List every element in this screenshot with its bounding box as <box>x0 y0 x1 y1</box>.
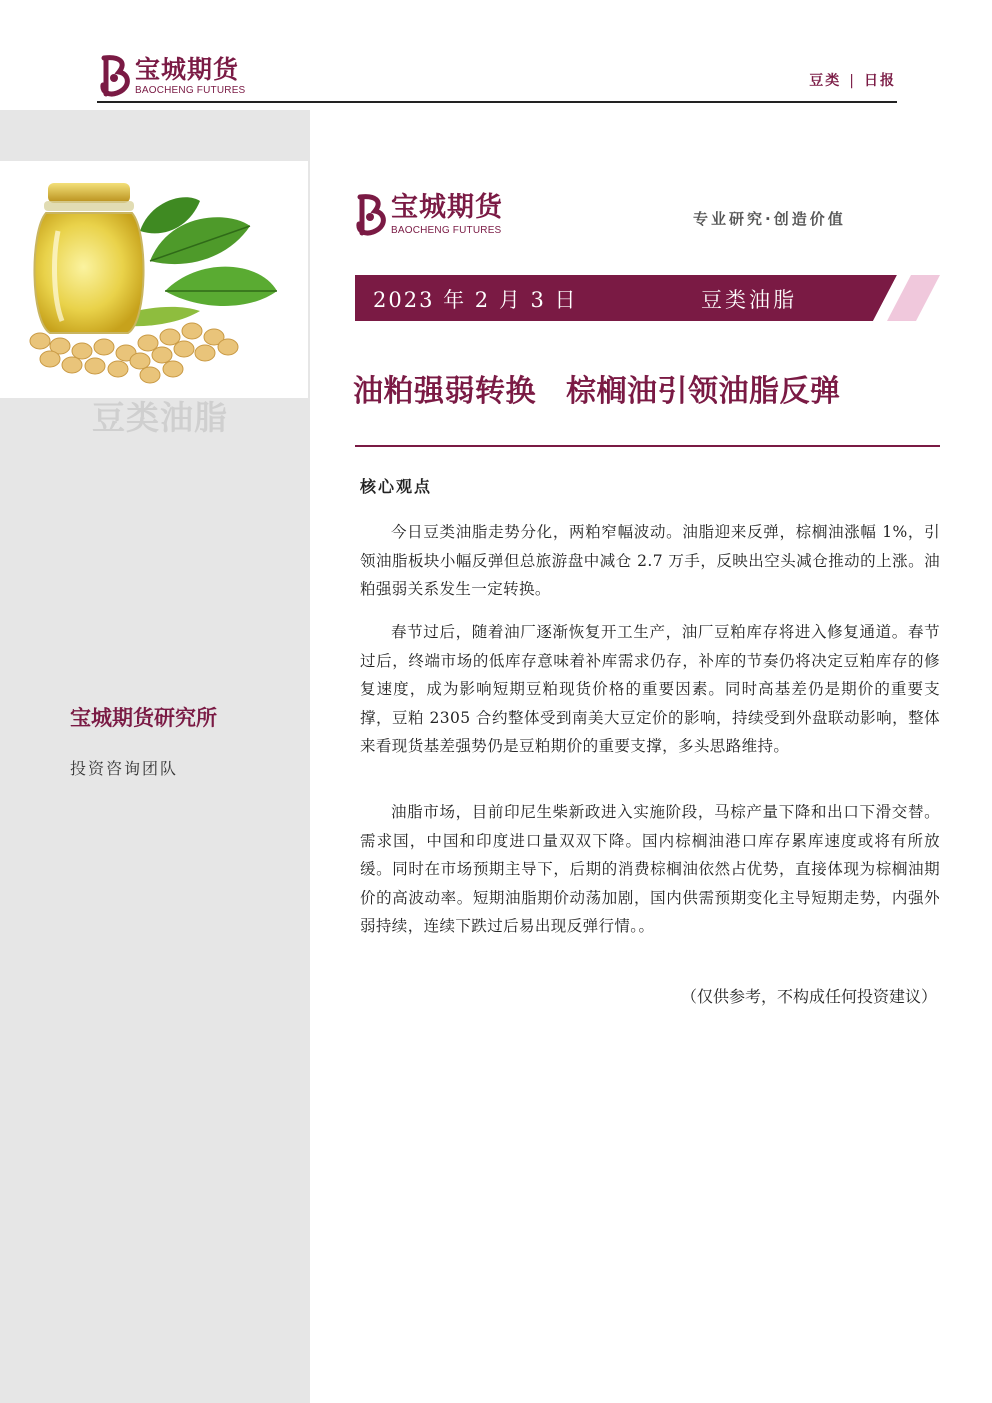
brand-logo-icon <box>353 192 389 238</box>
disclaimer: （仅供参考，不构成任何投资建议） <box>680 987 937 1006</box>
header-logo <box>97 54 257 100</box>
main-logo <box>353 192 533 242</box>
paragraph-2: 春节过后，随着油厂逐渐恢复开工生产，油厂豆粕库存将进入修复通道。春节过后，终端市场的低库存意味着补库需求仍存，补库的节奏仍将决定豆粕库存的修复速度，成为影响短期豆粕现货价格的重要因素。同时高基差仍是期价的重要支撑，豆粕 2305 合约整体受到南美大豆定价的影响，持续受到外盘联动影响，整体来看现货基差强势仍是豆粕期价的重要支撑，多头思路维持。 <box>360 623 940 756</box>
headline <box>353 366 841 410</box>
institute-name: 宝城期货研究所 <box>70 706 217 730</box>
report-tags <box>809 70 896 90</box>
paragraph-3: 油脂市场，目前印尼生柴新政进入实施阶段，马棕产量下降和出口下滑交替。需求国，中国和印度进口量双双下降。国内棕榈油港口库存累库速度或将有所放缓。同时在市场预期主导下，后期的消费棕榈油依然占优势，直接体现为棕榈油期价的高波动率。短期油脂期价动荡加剧，国内供需预期变化主导短期走势，内强外弱持续，连续下跌过后易出现反弹行情。。 <box>360 803 940 936</box>
team-name: 投资咨询团队 <box>70 759 179 778</box>
report-date: 2023 年 2 月 3 日 <box>373 288 578 312</box>
headline-divider <box>355 445 940 447</box>
slogan: 专业研究·创造价值 <box>693 210 846 228</box>
tag-category: 豆类 <box>809 73 842 89</box>
main-logo-en: BAOCHENG FUTURES <box>391 225 502 236</box>
report-category: 豆类油脂 <box>701 288 797 312</box>
tag-separator: | <box>849 73 856 89</box>
main-logo-cn: 宝城期货 <box>391 192 503 223</box>
header-logo-cn: 宝城期货 <box>135 55 240 84</box>
section-heading: 核心观点 <box>360 477 433 496</box>
brand-logo-icon <box>97 54 133 98</box>
header-logo-en: BAOCHENG FUTURES <box>135 85 246 96</box>
header-divider <box>97 101 897 103</box>
soybean-oil-illustration <box>0 161 308 398</box>
headline-part-1: 油粕强弱转换 <box>353 374 536 409</box>
tag-frequency: 日报 <box>864 73 896 89</box>
cover-image <box>0 161 308 398</box>
paragraph-1: 今日豆类油脂走势分化，两粕窄幅波动。油脂迎来反弹，棕榈油涨幅 1%，引领油脂板块小幅反弹但总旅游盘中减仓 2.7 万手，反映出空头减仓推动的上涨。油粕强弱关系发生一定转换。 <box>360 523 940 599</box>
date-banner <box>355 275 940 321</box>
headline-part-2: 棕榈油引领油脂反弹 <box>566 374 841 409</box>
sidebar-title: 豆类油脂 <box>92 398 228 437</box>
